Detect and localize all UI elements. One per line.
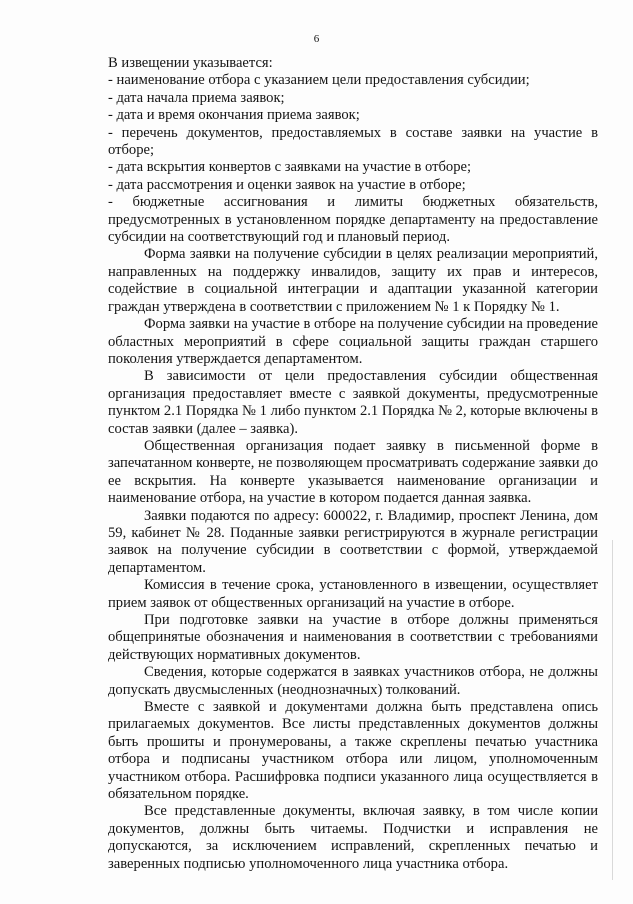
paragraph: Сведения, которые содержатся в заявках участников отбора, не должны допускать двусмысленных (неоднозначных) толкований. (108, 664, 598, 698)
list-item: - перечень документов, предоставляемых в составе заявки на участие в отборе; (108, 124, 598, 159)
paragraph: В зависимости от цели предоставления субсидии общественная организация предоставляет вместе с заявкой документы, предусмотренные пунктом 2.1 Порядка № 1 либо пунктом 2.1 Порядка № 2, которые включены в состав заявки (далее – заявка). (108, 368, 599, 437)
paragraph: Вместе с заявкой и документами должна быть представлена опись прилагаемых документов. Все листы представленных документов должны быть прошиты и пронумерованы, а также скреплены печатью участника отбора и подписаны участником отбора или лицом, уполномоченным участником отбора. Расшифровка подписи указанного лица осуществляется в обязательном порядке. (108, 699, 598, 803)
scan-edge-line (612, 540, 613, 880)
paragraph: При подготовке заявки на участие в отборе должны применяться общепринятые обозначения и наименования в соответствии с требованиями действующих нормативных документов. (108, 612, 598, 663)
paragraph: Форма заявки на участие в отборе на получение субсидии на проведение областных мероприятий в сфере социальной защиты граждан старшего поколения утверждается департаментом. (108, 316, 598, 367)
list-item: - дата начала приема заявок; (108, 89, 285, 106)
paragraph: Комиссия в течение срока, установленного в извещении, осуществляет прием заявок от общественных организаций на участие в отборе. (108, 577, 598, 611)
paragraph: Форма заявки на получение субсидии в целях реализации мероприятий, направленных на поддержку инвалидов, защиту их прав и интересов, содействие в социальной интеграции и адаптации указанной категории граждан утверждена в соответствии с приложением № 1 к Порядку № 1. (108, 246, 598, 315)
paragraph: В извещении указывается: (108, 55, 273, 71)
page-number: 6 (313, 33, 320, 45)
list-item: - дата и время окончания приема заявок; (108, 107, 360, 124)
list-item: - бюджетные ассигнования и лимиты бюджетных обязательств, предусмотренных в установленном порядке департаменту на предоставление субсидии на соответствующий год и плановый период. (108, 194, 598, 246)
list-item: - дата рассмотрения и оценки заявок на участие в отборе; (108, 176, 466, 193)
document-body (108, 55, 598, 873)
list-item: - наименование отбора с указанием цели предоставления субсидии; (108, 72, 530, 89)
list-item: - дата вскрытия конвертов с заявками на участие в отборе; (108, 159, 472, 176)
paragraph: Все представленные документы, включая заявку, в том числе копии документов, должны быть читаемы. Подчистки и исправления не допускаются, за исключением исправлений, скрепленных печатью и заверенных подписью уполномоченного лица участника отбора. (108, 803, 598, 872)
paragraph: Общественная организация подает заявку в письменной форме в запечатанном конверте, не позволяющем просматривать содержание заявки до ее вскрытия. На конверте указывается наименование организации и наименование отбора, на участие в котором подается данная заявка. (108, 437, 598, 507)
paragraph: Заявки подаются по адресу: 600022, г. Владимир, проспект Ленина, дом 59, кабинет № 28. Поданные заявки регистрируются в журнале регистрации заявок на получение субсидии в соответствии с формой, утверждаемой департаментом. (108, 507, 598, 576)
